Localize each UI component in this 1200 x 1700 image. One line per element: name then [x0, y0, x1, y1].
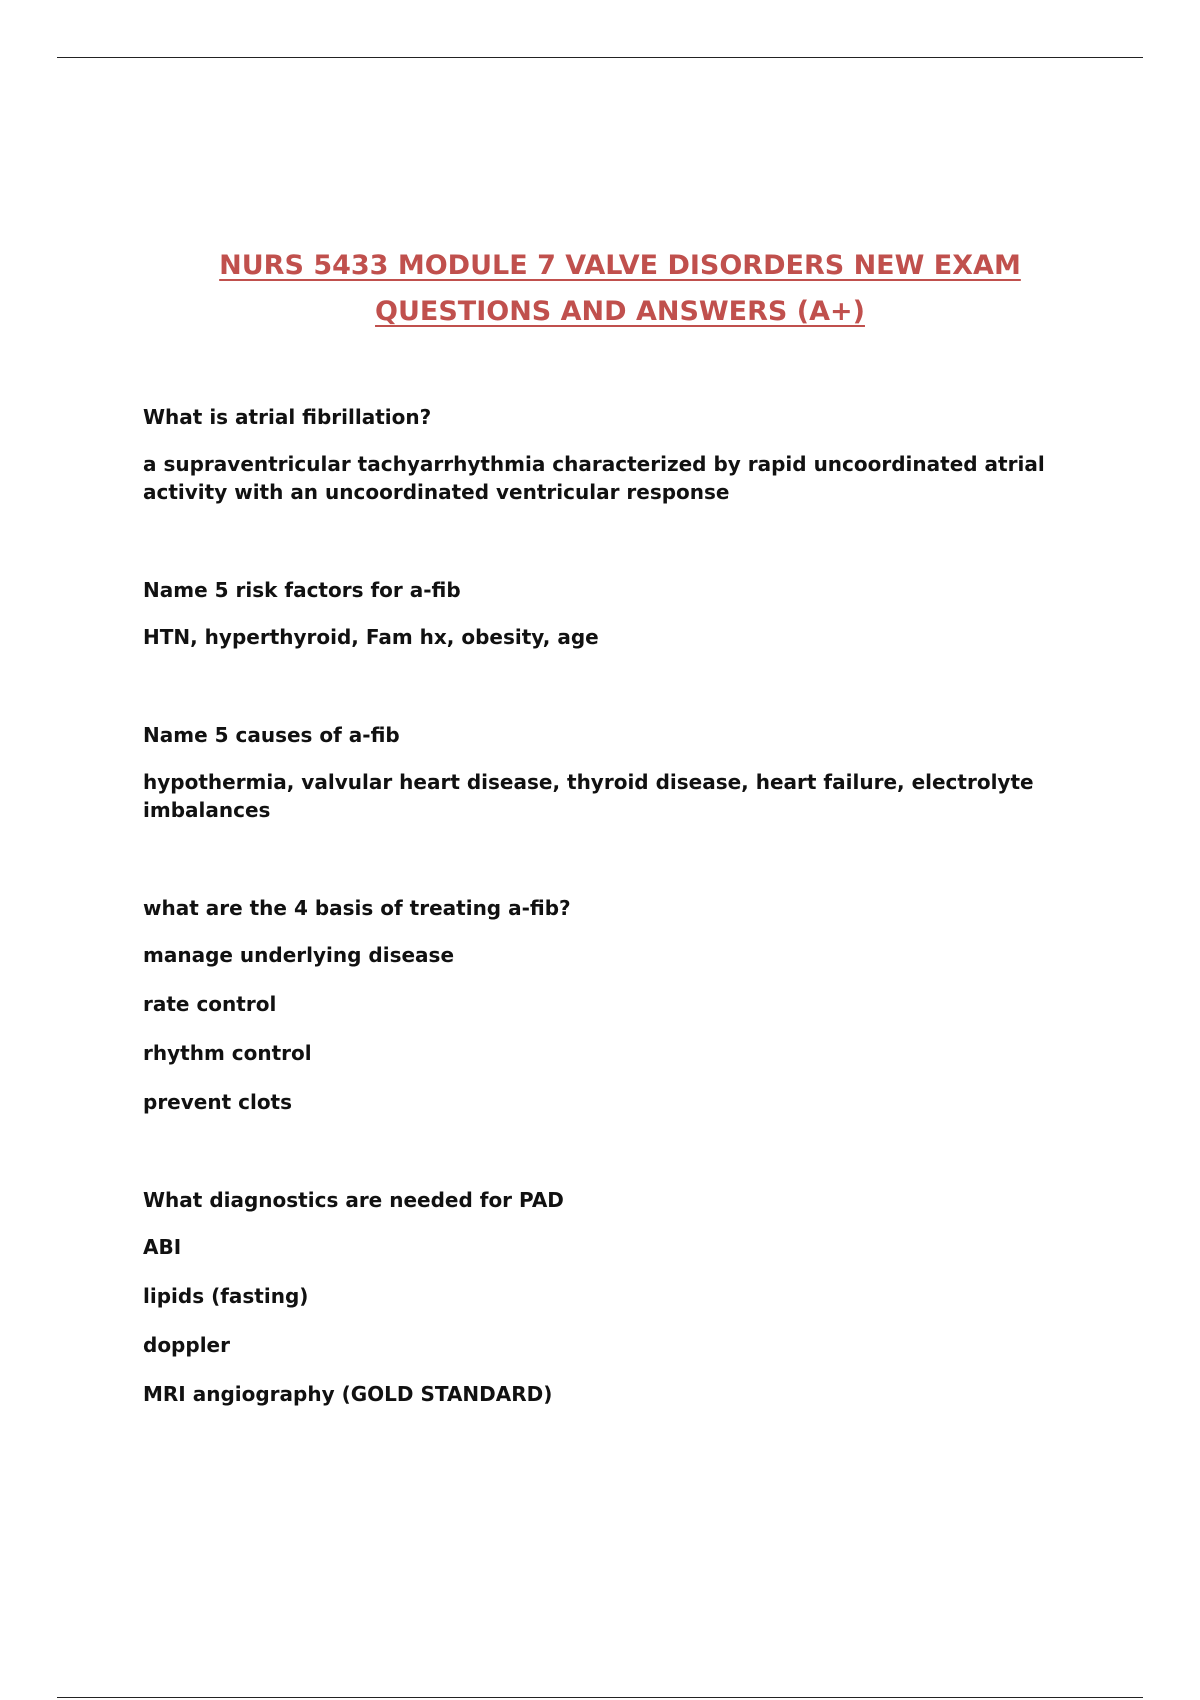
answer-line: ABI [143, 1235, 182, 1259]
answer-line: rhythm control [143, 1041, 312, 1065]
title-line-1: NURS 5433 MODULE 7 VALVE DISORDERS NEW EXAM [219, 250, 1021, 281]
title-line-2: QUESTIONS AND ANSWERS (A+) [375, 296, 865, 327]
answer [143, 768, 1103, 824]
answer-line: lipids (fasting) [143, 1284, 309, 1308]
question: Name 5 risk factors for a-fib [143, 578, 461, 602]
header-rule [57, 57, 1143, 58]
spacer [143, 1116, 1103, 1186]
question: Name 5 causes of a-fib [143, 723, 400, 747]
qa-list [143, 403, 1103, 1408]
answer-line: doppler [143, 1333, 230, 1357]
qa-item [143, 403, 1103, 506]
spacer [143, 506, 1103, 576]
qa-item [143, 721, 1103, 824]
spacer [143, 824, 1103, 894]
answer [143, 941, 1103, 1116]
answer-line: prevent clots [143, 1090, 293, 1114]
answer [143, 1233, 1103, 1408]
question: What diagnostics are needed for PAD [143, 1188, 564, 1212]
qa-item [143, 1186, 1103, 1408]
qa-item [143, 576, 1103, 651]
answer [143, 623, 1103, 651]
question: what are the 4 basis of treating a-fib? [143, 896, 571, 920]
question: What is atrial fibrillation? [143, 405, 432, 429]
answer-line: manage underlying disease [143, 943, 455, 967]
spacer [143, 651, 1103, 721]
answer-line: MRI angiography (GOLD STANDARD) [143, 1382, 553, 1406]
qa-item [143, 894, 1103, 1116]
answer-line: HTN, hyperthyroid, Fam hx, obesity, age [143, 625, 599, 649]
answer-line: a supraventricular tachyarrhythmia characterized by rapid uncoordinated atrial activity with an uncoordinated ventricular response [143, 452, 1045, 504]
answer-line: rate control [143, 992, 277, 1016]
answer-line: hypothermia, valvular heart disease, thyroid disease, heart failure, electrolyte imbalances [143, 770, 1034, 822]
answer [143, 450, 1103, 506]
document-title [130, 243, 1110, 335]
footer-rule [57, 1697, 1143, 1698]
